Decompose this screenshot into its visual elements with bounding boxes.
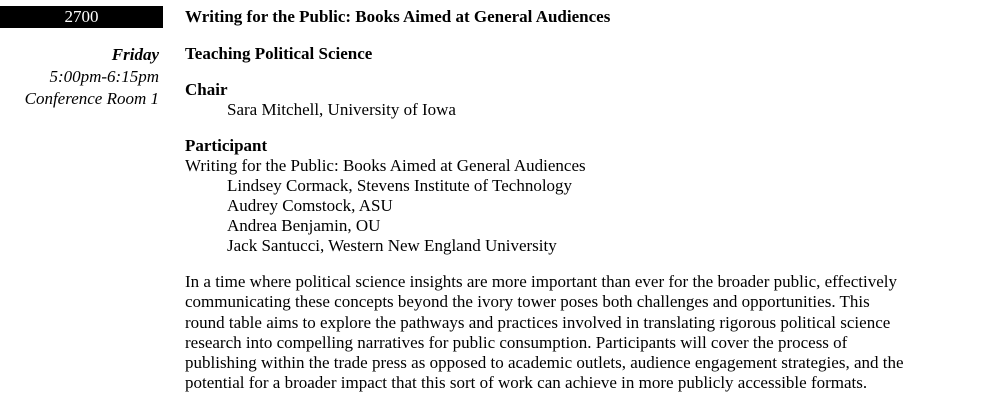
participant-person: Audrey Comstock, ASU xyxy=(227,196,393,215)
session-track: Teaching Political Science xyxy=(185,44,373,63)
session-meta xyxy=(0,44,163,110)
participant-list xyxy=(185,156,997,256)
participant-person: Andrea Benjamin, OU xyxy=(227,216,381,235)
participant-paper-title: Writing for the Public: Books Aimed at General Audiences xyxy=(185,156,586,175)
chair-heading: Chair xyxy=(185,80,228,99)
session-day: Friday xyxy=(111,45,159,64)
session-number-badge: 2700 xyxy=(0,6,163,28)
abstract-line: potential for a broader impact that this sort of work can achieve in more publicly accessible formats. xyxy=(185,373,868,393)
session-room: Conference Room 1 xyxy=(24,89,159,108)
session-title: Writing for the Public: Books Aimed at General Audiences xyxy=(185,7,611,26)
abstract-line: In a time where political science insights are more important than ever for the broader public, effectively xyxy=(185,272,897,291)
abstract-line: communicating these concepts beyond the ivory tower poses both challenges and opportunities. This xyxy=(185,292,870,312)
abstract-line: publishing within the trade press as opposed to academic outlets, audience engagement strategies, and the xyxy=(185,353,904,373)
participant-heading: Participant xyxy=(185,136,268,155)
abstract-line: research into compelling narratives for public consumption. Participants will cover the process of xyxy=(185,332,848,352)
session-sidebar xyxy=(0,6,163,110)
session-body xyxy=(185,6,997,394)
chair-name: Sara Mitchell, University of Iowa xyxy=(227,100,456,119)
participant-person: Lindsey Cormack, Stevens Institute of Technology xyxy=(227,176,573,195)
session-time: 5:00pm-6:15pm xyxy=(49,67,159,86)
participant-person: Jack Santucci, Western New England University xyxy=(227,236,557,255)
session-abstract xyxy=(185,272,997,394)
abstract-line: round table aims to explore the pathways and practices involved in translating rigorous political science xyxy=(185,312,891,332)
